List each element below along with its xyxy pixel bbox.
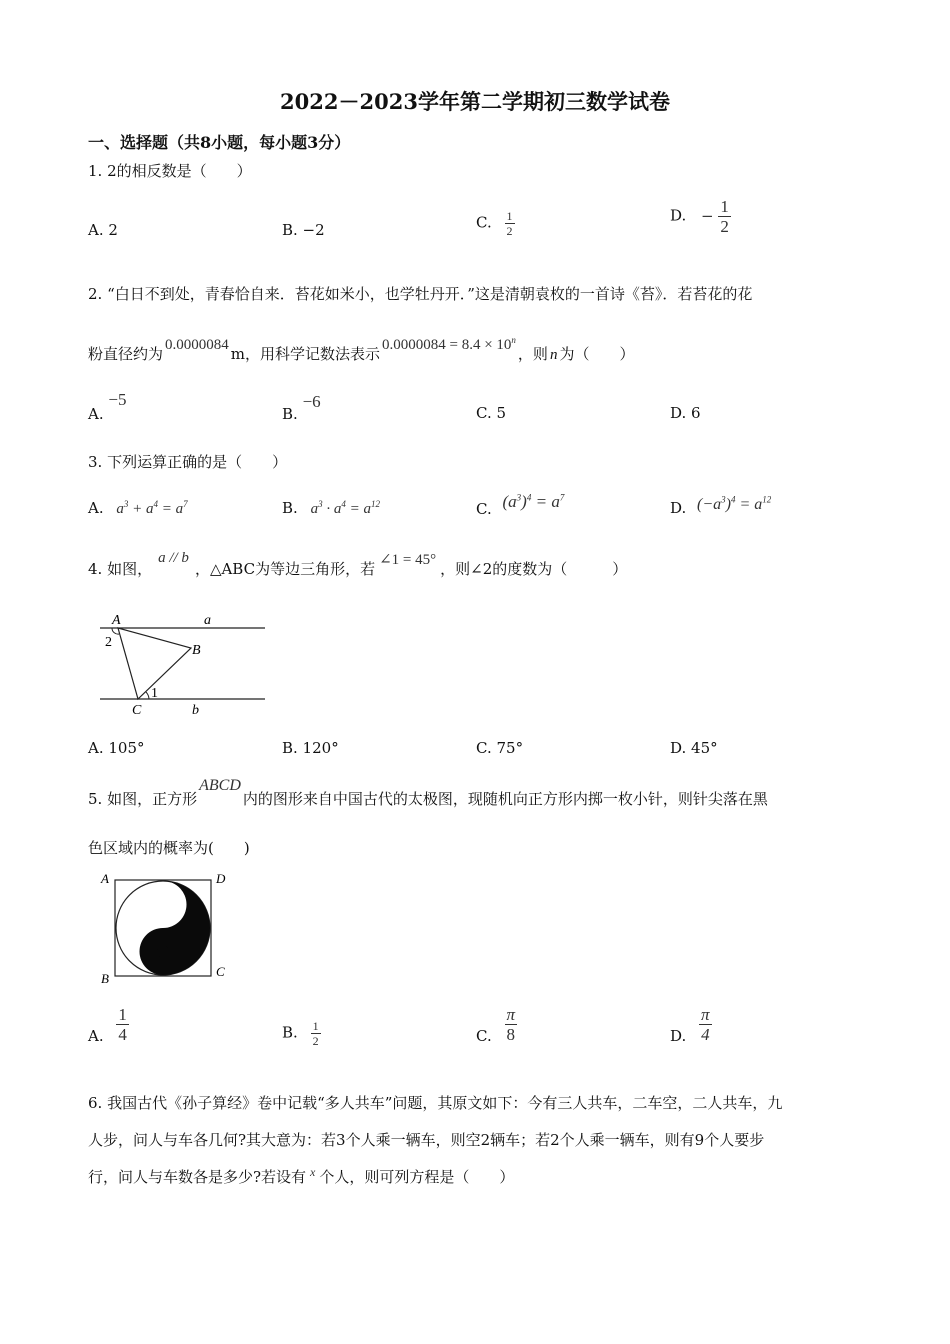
question-3-stem: 3. 下列运算正确的是（ ） bbox=[88, 453, 288, 471]
fraction bbox=[311, 1020, 321, 1047]
question-1-stem: 1. 2的相反数是（ ） bbox=[88, 162, 252, 180]
decimal-value: 0.0000084 bbox=[165, 337, 229, 353]
scientific-equation bbox=[382, 337, 516, 353]
label-D: D bbox=[216, 871, 226, 886]
minus-sign: − bbox=[701, 206, 714, 225]
label-C: C bbox=[216, 964, 225, 979]
fraction bbox=[505, 210, 515, 237]
label-B: B bbox=[101, 971, 109, 986]
question-2-line-1: 2. “白日不到处，青春恰自来．苔花如米小，也学牡丹开．”这是清朝袁枚的一首诗《苔》．若苔花的花 bbox=[88, 285, 753, 303]
q4-option-b: B. 120° bbox=[282, 739, 339, 757]
label-b: b bbox=[192, 703, 199, 718]
text-segment: 行，问人与车数各是多少?若设有 bbox=[88, 1168, 307, 1186]
q4-option-c: C. 75° bbox=[476, 739, 524, 757]
section-heading: 一、选择题（共8小题，每小题3分） bbox=[88, 133, 351, 152]
text-segment: ，则∠2的度数为（ ） bbox=[440, 560, 628, 578]
option-label: D. bbox=[670, 499, 687, 518]
numerator: 1 bbox=[118, 1005, 127, 1024]
angle-expression: ∠1 = 45° bbox=[379, 552, 437, 568]
fraction bbox=[116, 1006, 129, 1043]
q2-option-a bbox=[88, 390, 127, 424]
option-label: B. bbox=[282, 1023, 298, 1042]
option-label: A. bbox=[88, 1026, 104, 1045]
parallel-expression: a // b bbox=[158, 550, 189, 566]
text-segment: 粉直径约为 bbox=[88, 345, 164, 363]
question-5-line-1 bbox=[88, 777, 768, 809]
q5-option-d bbox=[670, 1006, 712, 1043]
text-segment: 为（ ） bbox=[559, 345, 635, 363]
expression: $(a^3)^4 = a^7$ bbox=[502, 492, 565, 511]
variable: x bbox=[310, 1165, 316, 1179]
q2-option-d: D. 6 bbox=[670, 404, 701, 422]
q3-option-c bbox=[476, 492, 565, 518]
label-1: 1 bbox=[151, 686, 158, 701]
text-segment: 内的图形来自中国古代的太极图，现随机向正方形内掷一枚小针，则针尖落在黑 bbox=[242, 790, 768, 808]
q3-option-a bbox=[88, 499, 188, 518]
page-title: 2022－2023学年第二学期初三数学试卷 bbox=[280, 89, 670, 114]
text-segment: 4. 如图， bbox=[88, 560, 153, 578]
label-a: a bbox=[204, 613, 211, 628]
fraction bbox=[505, 1006, 518, 1043]
option-label: B. bbox=[282, 499, 298, 517]
text-segment: 个人，则可列方程是（ ） bbox=[319, 1168, 515, 1186]
option-label: C. bbox=[476, 1026, 492, 1045]
exponent: n bbox=[511, 335, 516, 345]
option-value: −6 bbox=[302, 392, 321, 411]
expression: $a^3 \cdot a^4 = a^{12}$ bbox=[310, 499, 380, 517]
denominator: 8 bbox=[506, 1025, 516, 1044]
fraction bbox=[718, 198, 731, 235]
equation-body: 0.0000084 = 8.4 × 10 bbox=[382, 337, 512, 353]
q1-option-a: A. 2 bbox=[88, 221, 118, 239]
q1-option-b: B. −2 bbox=[282, 221, 325, 239]
numerator: 1 bbox=[720, 197, 729, 216]
option-value: −5 bbox=[108, 390, 127, 409]
q4-option-a: A. 105° bbox=[88, 739, 145, 757]
option-label: C. bbox=[476, 213, 492, 232]
q4-option-d: D. 45° bbox=[670, 739, 718, 757]
option-label: B. bbox=[282, 405, 298, 423]
option-label: C. bbox=[476, 500, 492, 518]
question-5-line-2: 色区域内的概率为( ) bbox=[88, 839, 250, 857]
expression: $a^3 + a^4 = a^7$ bbox=[116, 499, 188, 517]
denominator: 4 bbox=[701, 1025, 710, 1044]
parallel-lines-triangle-figure bbox=[95, 608, 275, 718]
q2-option-c: C. 5 bbox=[476, 404, 507, 422]
square-name: ABCD bbox=[199, 777, 241, 794]
question-6-line-3 bbox=[88, 1166, 514, 1187]
denominator: 2 bbox=[720, 217, 729, 236]
question-2-line-2 bbox=[88, 335, 635, 364]
q2-option-b bbox=[282, 392, 321, 424]
label-A: A bbox=[101, 871, 109, 886]
label-2: 2 bbox=[105, 635, 112, 650]
text-segment: ，则 bbox=[517, 345, 548, 363]
q1-option-d bbox=[670, 198, 731, 235]
label-C: C bbox=[132, 703, 142, 718]
q5-option-b bbox=[282, 1020, 321, 1047]
label-B: B bbox=[192, 643, 201, 658]
text-segment: 5. 如图，正方形 bbox=[88, 790, 198, 808]
numerator: π bbox=[701, 1005, 710, 1024]
denominator: 2 bbox=[312, 1034, 319, 1048]
question-6-line-1: 6. 我国古代《孙子算经》卷中记载“多人共车”问题，其原文如下：今有三人共车，二车空，二人共车，九 bbox=[88, 1094, 783, 1112]
angle-1-arc bbox=[146, 692, 149, 699]
numerator: 1 bbox=[506, 209, 513, 223]
expression: $(-a^3)^4 = a^{12}$ bbox=[697, 495, 772, 514]
q5-option-a bbox=[88, 1006, 129, 1043]
taiji-black-dot bbox=[157, 946, 169, 958]
option-label: A. bbox=[88, 405, 104, 423]
denominator: 2 bbox=[506, 224, 513, 238]
q1-option-c bbox=[476, 210, 515, 237]
denominator: 4 bbox=[118, 1025, 127, 1044]
option-label: D. bbox=[670, 206, 687, 225]
question-6-line-2: 人步，问人与车各几何?其大意为：若3个人乘一辆车，则空2辆车；若2个人乘一辆车，则有9个人要步 bbox=[88, 1131, 765, 1149]
label-A: A bbox=[112, 613, 121, 628]
q3-option-d bbox=[670, 495, 772, 518]
fraction bbox=[699, 1006, 712, 1043]
option-label: A. bbox=[88, 499, 104, 517]
question-4-stem bbox=[88, 550, 628, 579]
numerator: 1 bbox=[312, 1019, 319, 1033]
text-segment: m，用科学记数法表示 bbox=[230, 345, 380, 363]
q5-option-c bbox=[476, 1006, 517, 1043]
numerator: π bbox=[506, 1005, 516, 1024]
text-segment: ，△ABC为等边三角形，若 bbox=[194, 560, 376, 578]
q3-option-b bbox=[282, 499, 380, 518]
variable: n bbox=[549, 347, 558, 363]
taiji-square-figure bbox=[95, 866, 235, 986]
taiji-white-dot bbox=[157, 899, 169, 911]
option-label: D. bbox=[670, 1026, 687, 1045]
